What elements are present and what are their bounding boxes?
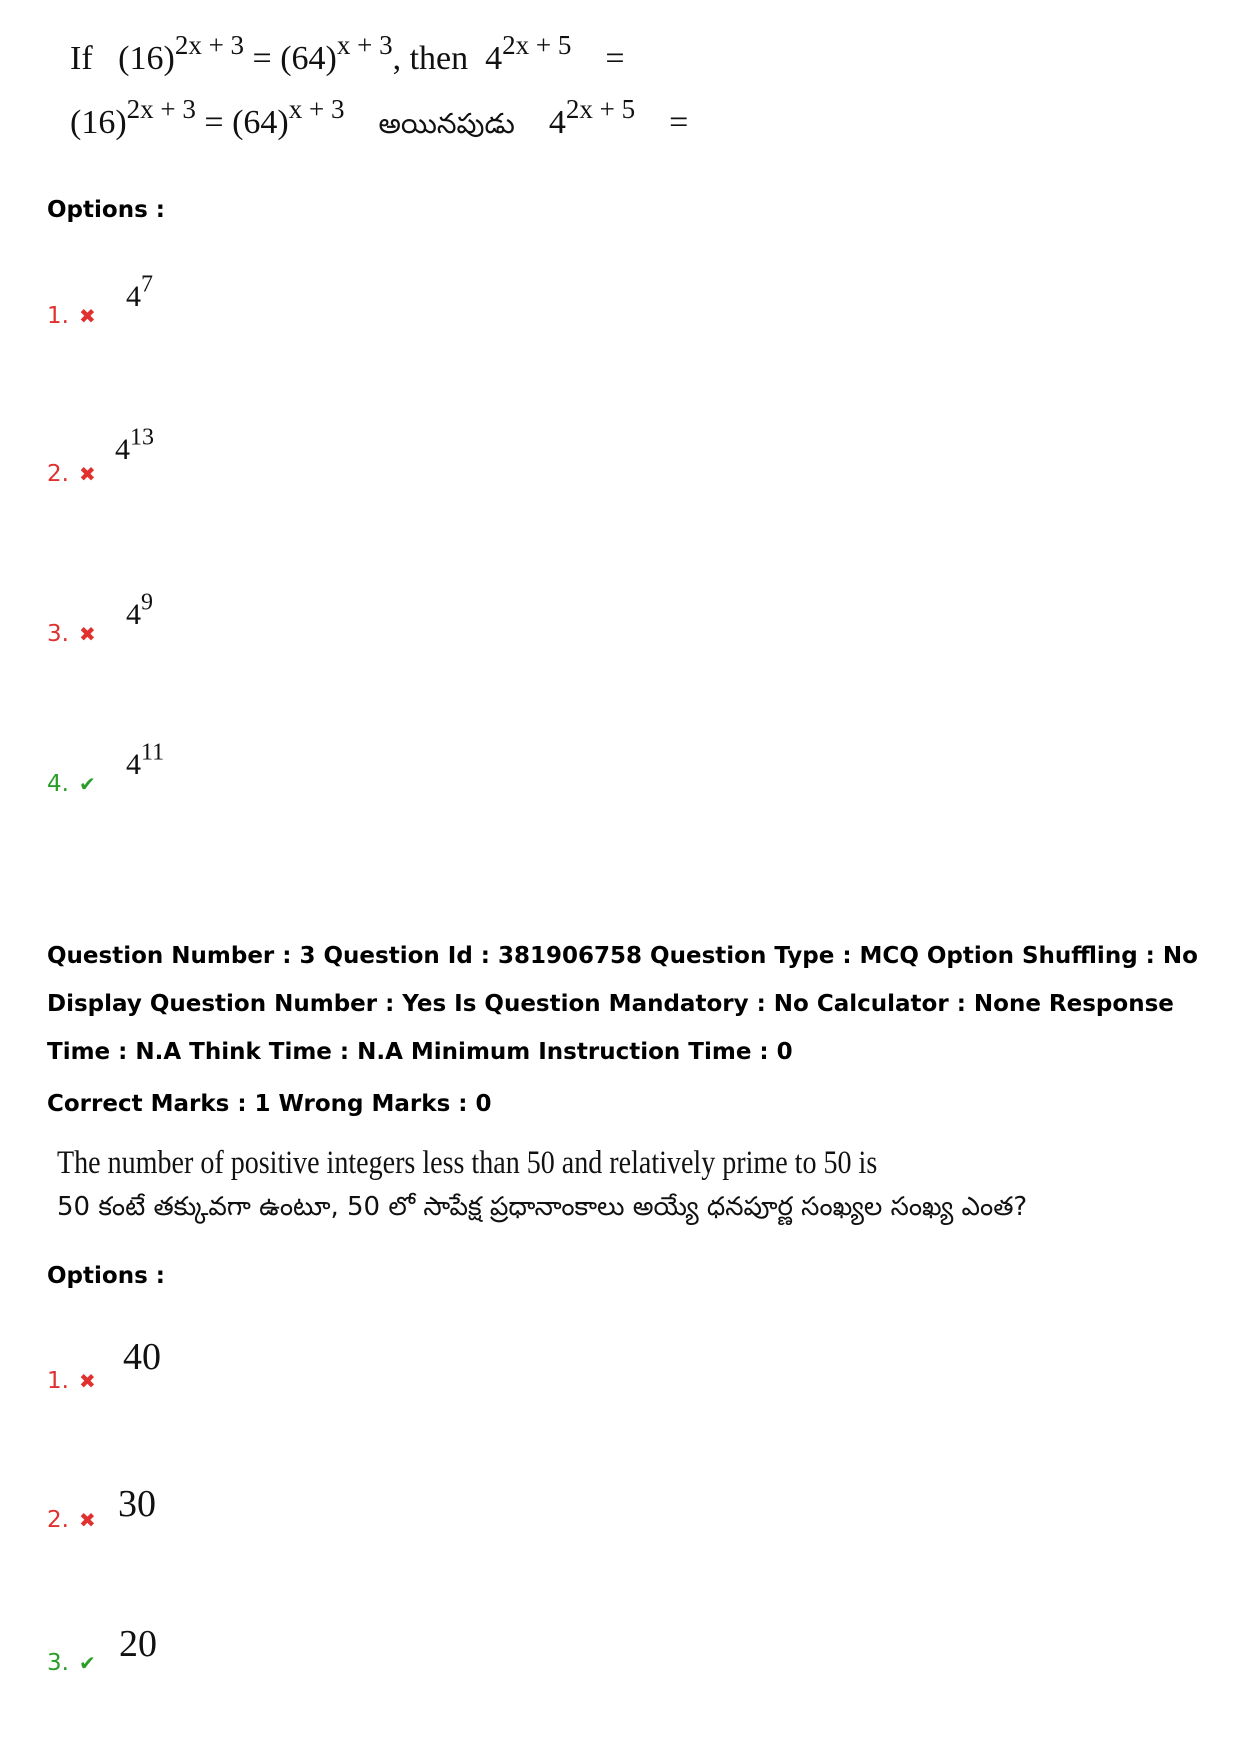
stem-base-16: (16): [70, 104, 127, 141]
question-stem-english: [70, 30, 625, 77]
option-number: 3. ✖: [47, 621, 96, 647]
wrong-icon: ✖: [78, 1508, 96, 1532]
question-stem-english: The number of positive integers less than 50 and relatively prime to 50 is: [57, 1145, 878, 1181]
option-number: 2. ✖: [47, 461, 96, 487]
options-label: Options :: [47, 197, 165, 223]
stem-base-16: (16): [118, 40, 175, 77]
option-value: 30: [118, 1483, 156, 1525]
option-number: 4. ✔: [47, 771, 96, 797]
stem-exponent: 2x + 3: [126, 94, 196, 125]
option-value: $4^7$: [126, 271, 153, 313]
stem-exponent: x + 3: [336, 30, 393, 61]
option-number: 2. ✖: [47, 1507, 96, 1533]
option-value: $4^9$: [126, 589, 153, 631]
question-marks: Correct Marks : 1 Wrong Marks : 0: [47, 1091, 492, 1117]
stem-base-4: 4: [485, 40, 503, 77]
option-value: 40: [123, 1336, 161, 1378]
options-label: Options :: [47, 1263, 165, 1289]
stem-base-4: 4: [548, 104, 566, 141]
option-value: $4^{13}$: [115, 424, 154, 466]
question-stem-telugu: 50 కంటే తక్కువగా ఉంటూ, 50 లో సాపేక్ష ప్రధానాంకాలు అయ్యే ధనపూర్ణ సంఖ్యల సంఖ్య ఎంత?: [57, 1192, 1028, 1222]
wrong-icon: ✖: [78, 462, 96, 486]
option-value: 20: [119, 1623, 157, 1665]
option-number: 3. ✔: [47, 1650, 96, 1676]
stem-word-then: , then: [392, 40, 469, 77]
wrong-icon: ✖: [78, 304, 96, 328]
wrong-icon: ✖: [78, 1369, 96, 1393]
wrong-icon: ✖: [78, 622, 96, 646]
stem-word-telugu: అయినపుడు: [378, 107, 515, 140]
stem-equals-64: = (64): [252, 40, 337, 77]
stem-equals: =: [669, 104, 689, 141]
stem-equals-64: = (64): [204, 104, 289, 141]
stem-exponent: x + 3: [288, 94, 345, 125]
option-number: 1. ✖: [47, 1368, 96, 1394]
stem-exponent: 2x + 5: [502, 30, 572, 61]
option-value: $4^{11}$: [126, 739, 165, 781]
check-icon: ✔: [78, 1651, 96, 1675]
stem-exponent: 2x + 5: [565, 94, 636, 125]
stem-exponent: 2x + 3: [174, 30, 245, 61]
question-stem-telugu: [70, 94, 689, 141]
stem-equals: =: [605, 40, 625, 77]
check-icon: ✔: [78, 772, 96, 796]
stem-word-if: If: [70, 40, 93, 77]
option-number: 1. ✖: [47, 303, 96, 329]
question-metadata: Question Number : 3 Question Id : 381906758 Question Type : MCQ Option Shuffling : No Display Question Number : Yes Is Question Mandatory : No Calculator : None Response Time : N.A Think Time : N.A Minimum Instruction Time : 0: [47, 943, 1198, 1065]
